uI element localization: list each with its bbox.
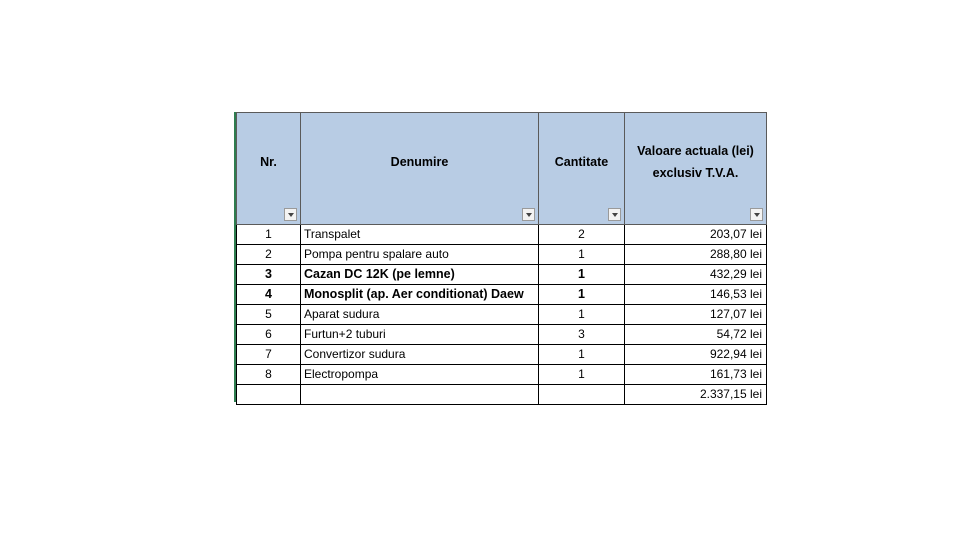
- table-row: [237, 305, 767, 325]
- cell-nr[interactable]: 4: [237, 285, 301, 305]
- cell-nr[interactable]: 3: [237, 265, 301, 285]
- cell-valoare[interactable]: 146,53 lei: [625, 285, 767, 305]
- cell-total-nr-empty[interactable]: [237, 385, 301, 405]
- cell-total-denumire-empty[interactable]: [301, 385, 539, 405]
- cell-cantitate[interactable]: 3: [539, 325, 625, 345]
- header-nr: [237, 113, 301, 225]
- cell-valoare[interactable]: 432,29 lei: [625, 265, 767, 285]
- cell-denumire[interactable]: Pompa pentru spalare auto: [301, 245, 539, 265]
- header-valoare-line1: Valoare actuala (lei): [637, 143, 754, 158]
- cell-total-valoare[interactable]: 2.337,15 lei: [625, 385, 767, 405]
- cell-nr[interactable]: 2: [237, 245, 301, 265]
- cell-denumire[interactable]: Transpalet: [301, 225, 539, 245]
- table-row: [237, 245, 767, 265]
- filter-dropdown-valoare-icon[interactable]: [750, 208, 763, 221]
- cell-nr[interactable]: 8: [237, 365, 301, 385]
- table-row: [237, 225, 767, 245]
- header-denumire: [301, 113, 539, 225]
- cell-valoare[interactable]: 203,07 lei: [625, 225, 767, 245]
- cell-denumire[interactable]: Furtun+2 tuburi: [301, 325, 539, 345]
- cell-cantitate[interactable]: 1: [539, 305, 625, 325]
- header-denumire-label: Denumire: [390, 154, 449, 169]
- table-row: [237, 285, 767, 305]
- cell-denumire[interactable]: Electropompa: [301, 365, 539, 385]
- header-cantitate-label: Cantitate: [554, 154, 609, 169]
- table-row: [237, 345, 767, 365]
- cell-cantitate[interactable]: 1: [539, 365, 625, 385]
- cell-total-cantitate-empty[interactable]: [539, 385, 625, 405]
- spreadsheet-table-container: [236, 112, 767, 405]
- cell-nr[interactable]: 1: [237, 225, 301, 245]
- cell-nr[interactable]: 5: [237, 305, 301, 325]
- filter-dropdown-cantitate-icon[interactable]: [608, 208, 621, 221]
- inventory-table: [236, 112, 767, 405]
- cell-cantitate[interactable]: 1: [539, 285, 625, 305]
- header-cantitate: [539, 113, 625, 225]
- header-row: [237, 113, 767, 225]
- cell-valoare[interactable]: 127,07 lei: [625, 305, 767, 325]
- cell-nr[interactable]: 6: [237, 325, 301, 345]
- cell-valoare[interactable]: 161,73 lei: [625, 365, 767, 385]
- filter-dropdown-nr-icon[interactable]: [284, 208, 297, 221]
- cell-denumire[interactable]: Monosplit (ap. Aer conditionat) Daew: [301, 285, 539, 305]
- header-nr-label: Nr.: [260, 154, 277, 169]
- filter-dropdown-denumire-icon[interactable]: [522, 208, 535, 221]
- cell-cantitate[interactable]: 2: [539, 225, 625, 245]
- table-row: [237, 265, 767, 285]
- cell-valoare[interactable]: 288,80 lei: [625, 245, 767, 265]
- cell-denumire[interactable]: Cazan DC 12K (pe lemne): [301, 265, 539, 285]
- cell-cantitate[interactable]: 1: [539, 245, 625, 265]
- header-valoare: [625, 113, 767, 225]
- cell-denumire[interactable]: Convertizor sudura: [301, 345, 539, 365]
- table-row: [237, 325, 767, 345]
- cell-valoare[interactable]: 54,72 lei: [625, 325, 767, 345]
- cell-denumire[interactable]: Aparat sudura: [301, 305, 539, 325]
- cell-nr[interactable]: 7: [237, 345, 301, 365]
- cell-cantitate[interactable]: 1: [539, 345, 625, 365]
- cell-valoare[interactable]: 922,94 lei: [625, 345, 767, 365]
- cell-cantitate[interactable]: 1: [539, 265, 625, 285]
- total-row: [237, 385, 767, 405]
- header-valoare-line2: exclusiv T.V.A.: [652, 165, 739, 180]
- table-row: [237, 365, 767, 385]
